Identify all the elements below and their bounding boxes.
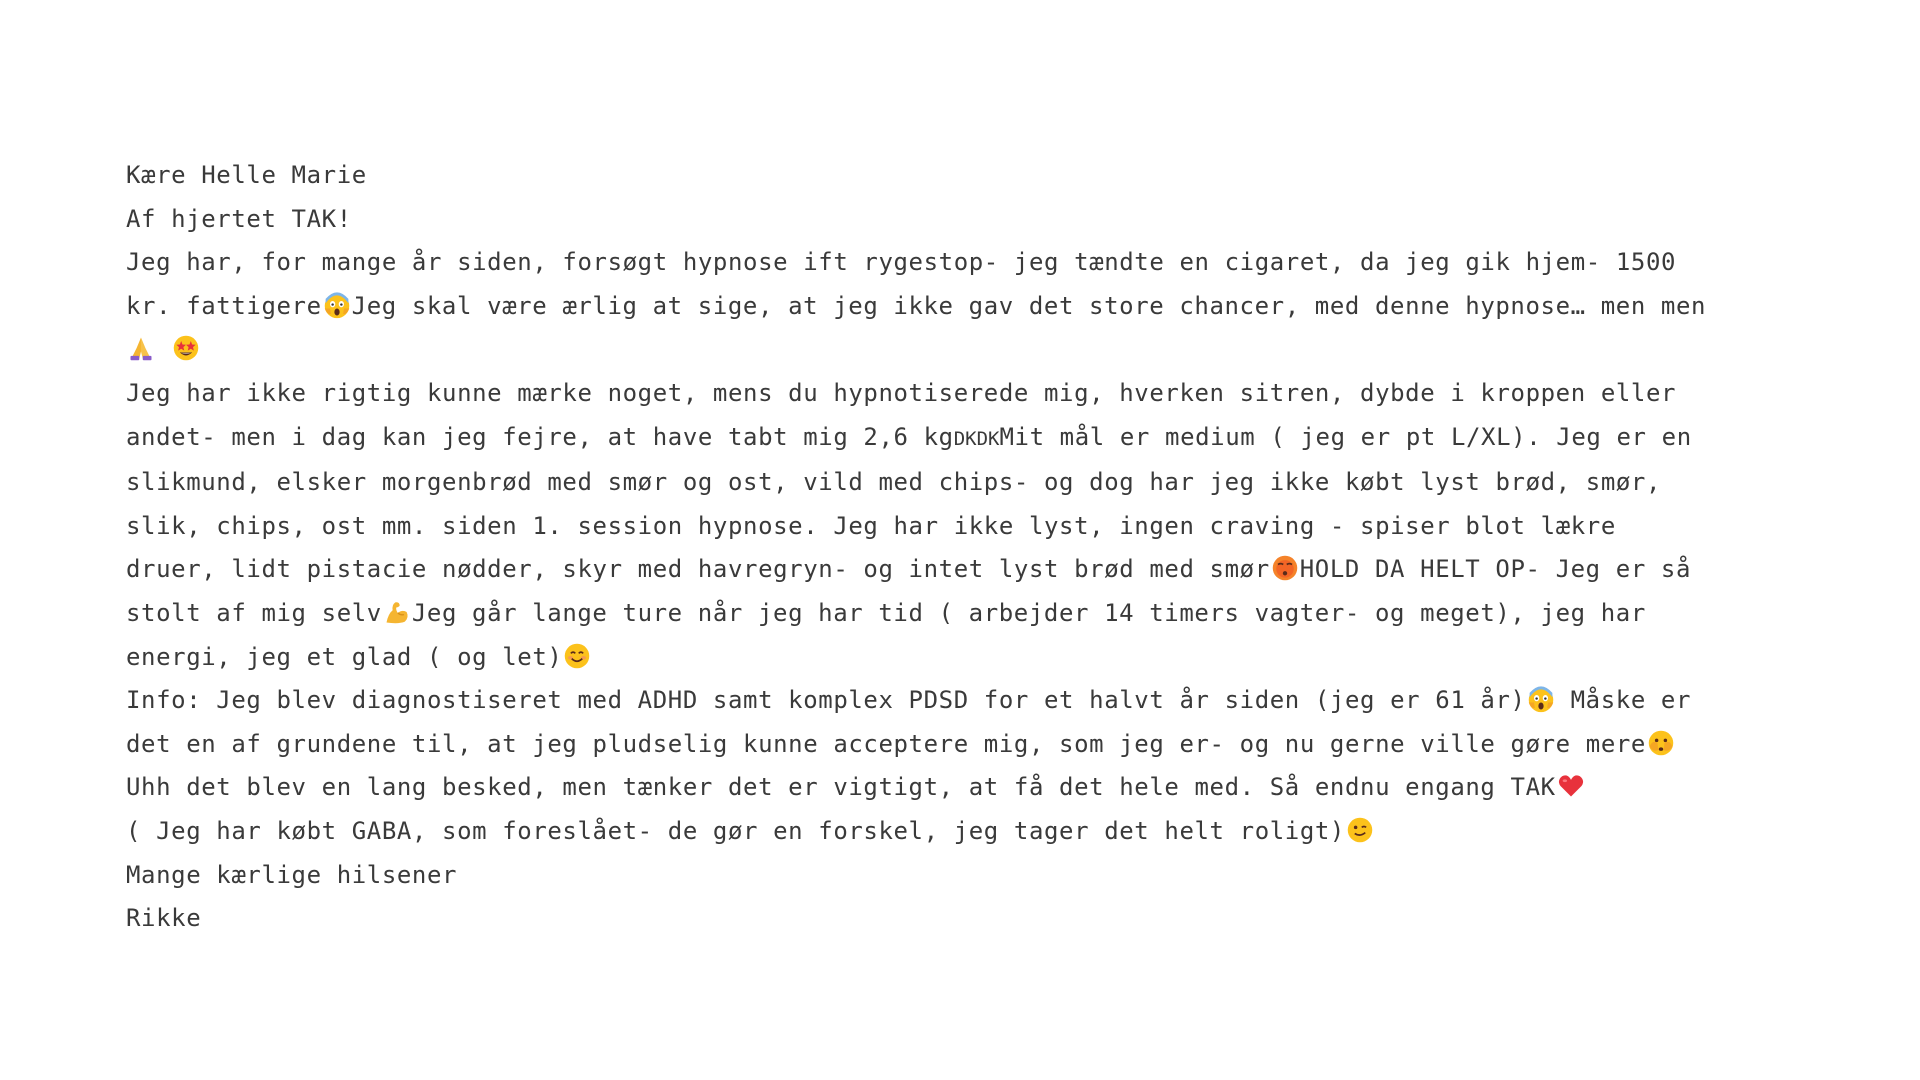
smiling-face-icon (563, 642, 591, 670)
paragraph-line: slik, chips, ost mm. siden 1. session hypnose. Jeg har ikke lyst, ingen craving - spiser blot lækre (126, 511, 1616, 540)
letter-body (126, 154, 1826, 941)
paragraph-line: druer, lidt pistacie nødder, skyr med havregryn- og intet lyst brød med smør HOLD DA HELT OP- Jeg er så (126, 555, 1692, 584)
paragraph-line: stolt af mig selv Jeg går lange ture når jeg har tid ( arbejder 14 timers vagter- og meget), jeg har (126, 598, 1646, 627)
paragraph-line: ( Jeg har købt GABA, som foreslået- de gør en forskel, jeg tager det helt roligt) (126, 810, 1826, 854)
paragraph-line: det en af grundene til, at jeg pludselig kunne acceptere mig, som jeg er- og nu gerne ville gøre mere (126, 723, 1826, 767)
face-with-peeking-eye-icon (1647, 729, 1675, 757)
face-screaming-in-fear-icon (323, 291, 351, 319)
emoji-line (126, 328, 1826, 372)
paragraph-line: kr. fattigere Jeg skal være ærlig at sige, at jeg ikke gav det store chancer, med denne hypnose… men men (126, 291, 1707, 320)
paragraph-line: Info: Jeg blev diagnostiseret med ADHD samt komplex PDSD for et halvt år siden (jeg er 61 år) Måske er (126, 686, 1692, 715)
winking-face-icon (1346, 816, 1374, 844)
folded-hands-icon (127, 334, 155, 362)
star-struck-icon (172, 334, 200, 362)
flag-text: DKDK (953, 427, 1000, 450)
face-screaming-in-fear-icon (1527, 685, 1555, 713)
paragraph-line: Jeg har, for mange år siden, forsøgt hypnose ift rygestop- jeg tændte en cigaret, da jeg gik hjem- 1500 (126, 248, 1677, 277)
signature-line: Rikke (126, 904, 202, 933)
face-exhaling-icon (1271, 554, 1299, 582)
paragraph-line: Jeg har ikke rigtig kunne mærke noget, mens du hypnotiserede mig, hverken sitren, dybde i kroppen eller (126, 378, 1677, 407)
paragraph-line: energi, jeg et glad ( og let) (126, 636, 1826, 680)
thanks-line: Af hjertet TAK! (126, 204, 352, 233)
paragraph-line: Uhh det blev en lang besked, men tænker det er vigtigt, at få det hele med. Så endnu engang TAK (126, 766, 1826, 810)
red-heart-icon (1557, 772, 1585, 800)
closing-line: Mange kærlige hilsener (126, 860, 458, 889)
flexed-biceps-icon (383, 598, 411, 626)
paragraph-line: slikmund, elsker morgenbrød med smør og ost, vild med chips- og dog har jeg ikke købt lyst brød, smør, (126, 468, 1662, 497)
greeting-line: Kære Helle Marie (126, 161, 367, 189)
paragraph-line: andet- men i dag kan jeg fejre, at have tabt mig 2,6 kgDKDKMit mål er medium ( jeg er pt L/XL). Jeg er en (126, 422, 1692, 451)
